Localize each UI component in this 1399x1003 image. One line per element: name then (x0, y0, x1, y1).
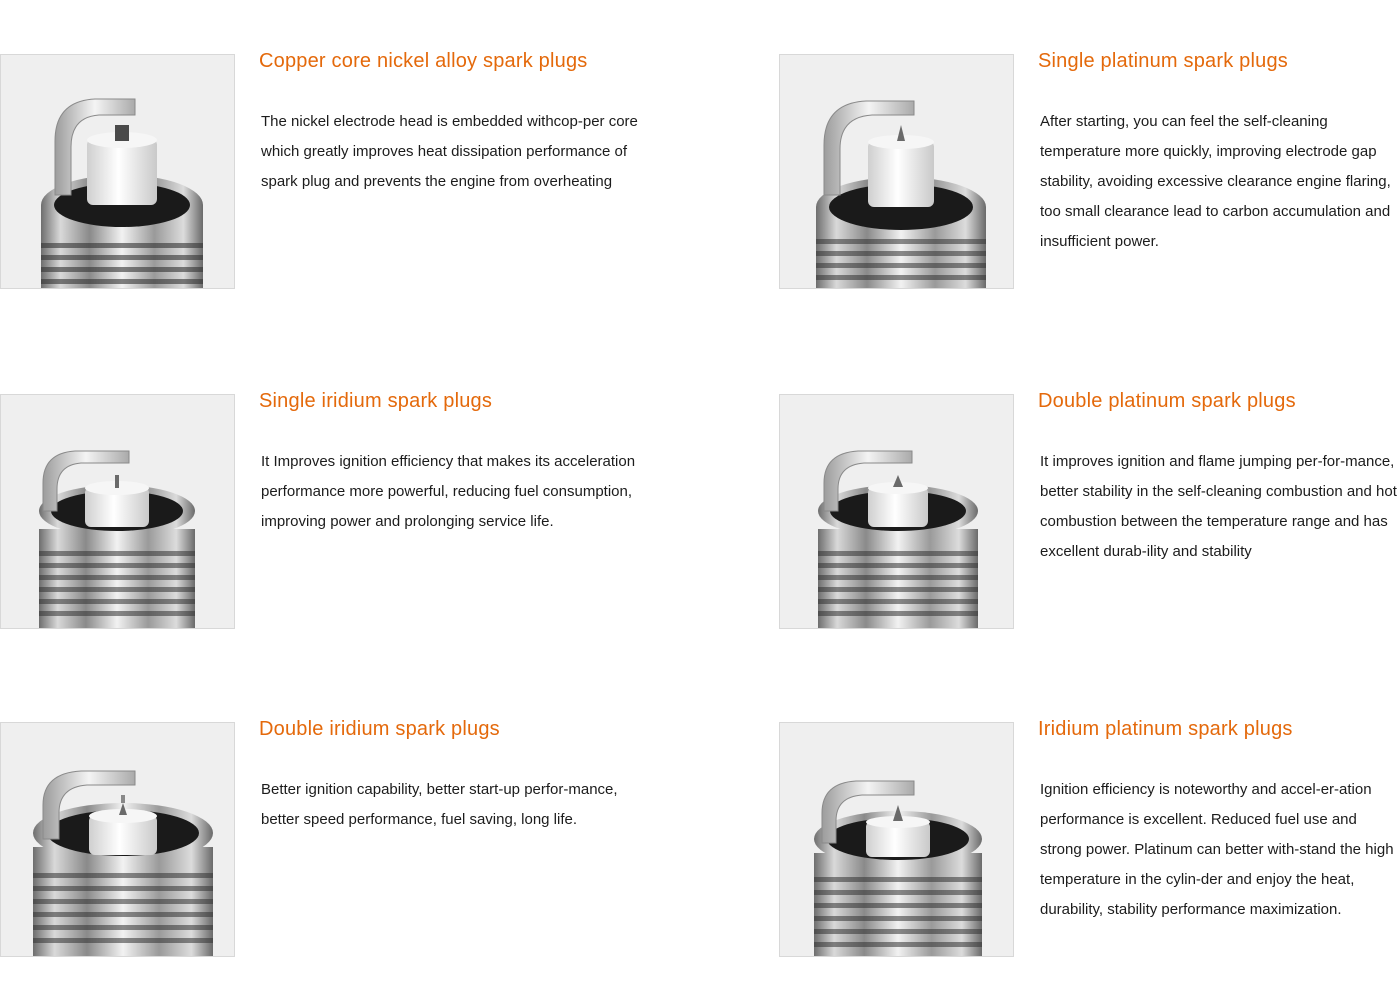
product-title: Single platinum spark plugs (1038, 50, 1288, 72)
product-description: It Improves ignition efficiency that makes its acceleration performance more powerful, reducing fuel consumption, improving power and prolonging service life. (261, 453, 636, 530)
spark-plug-image (0, 394, 235, 629)
product-description: It improves ignition and flame jumping per-for-mance, better stability in the self-cleaning combustion and hot combustion between the temperature range and has excellent durab-ility and stability (1040, 453, 1397, 560)
spark-plug-image (0, 54, 235, 289)
spark-plug-image (779, 394, 1014, 629)
spark-plug-image (779, 722, 1014, 957)
product-description: Better ignition capability, better start-up perfor-mance, better speed performance, fuel saving, long life. (261, 781, 618, 828)
product-title: Single iridium spark plugs (259, 390, 493, 412)
product-title: Double iridium spark plugs (259, 718, 500, 740)
product-description: After starting, you can feel the self-cleaning temperature more quickly, improving electrode gap stability, avoiding excessive clearance engine flaring, too small clearance lead to carbon accumulation and insufficient power. (1040, 113, 1391, 250)
product-title: Copper core nickel alloy spark plugs (259, 50, 588, 72)
spark-plug-image (779, 54, 1014, 289)
product-title: Iridium platinum spark plugs (1038, 718, 1293, 740)
product-title: Double platinum spark plugs (1038, 390, 1296, 412)
spark-plug-image (0, 722, 235, 957)
product-description: The nickel electrode head is embedded withcop-per core which greatly improves heat dissipation performance of spark plug and prevents the engine from overheating (261, 113, 638, 190)
product-description: Ignition efficiency is noteworthy and accel-er-ation performance is excellent. Reduced fuel use and strong power. Platinum can better with-stand the high temperature in the cylin-der and enjoy the heat, durability, stability performance maximization. (1040, 781, 1394, 918)
